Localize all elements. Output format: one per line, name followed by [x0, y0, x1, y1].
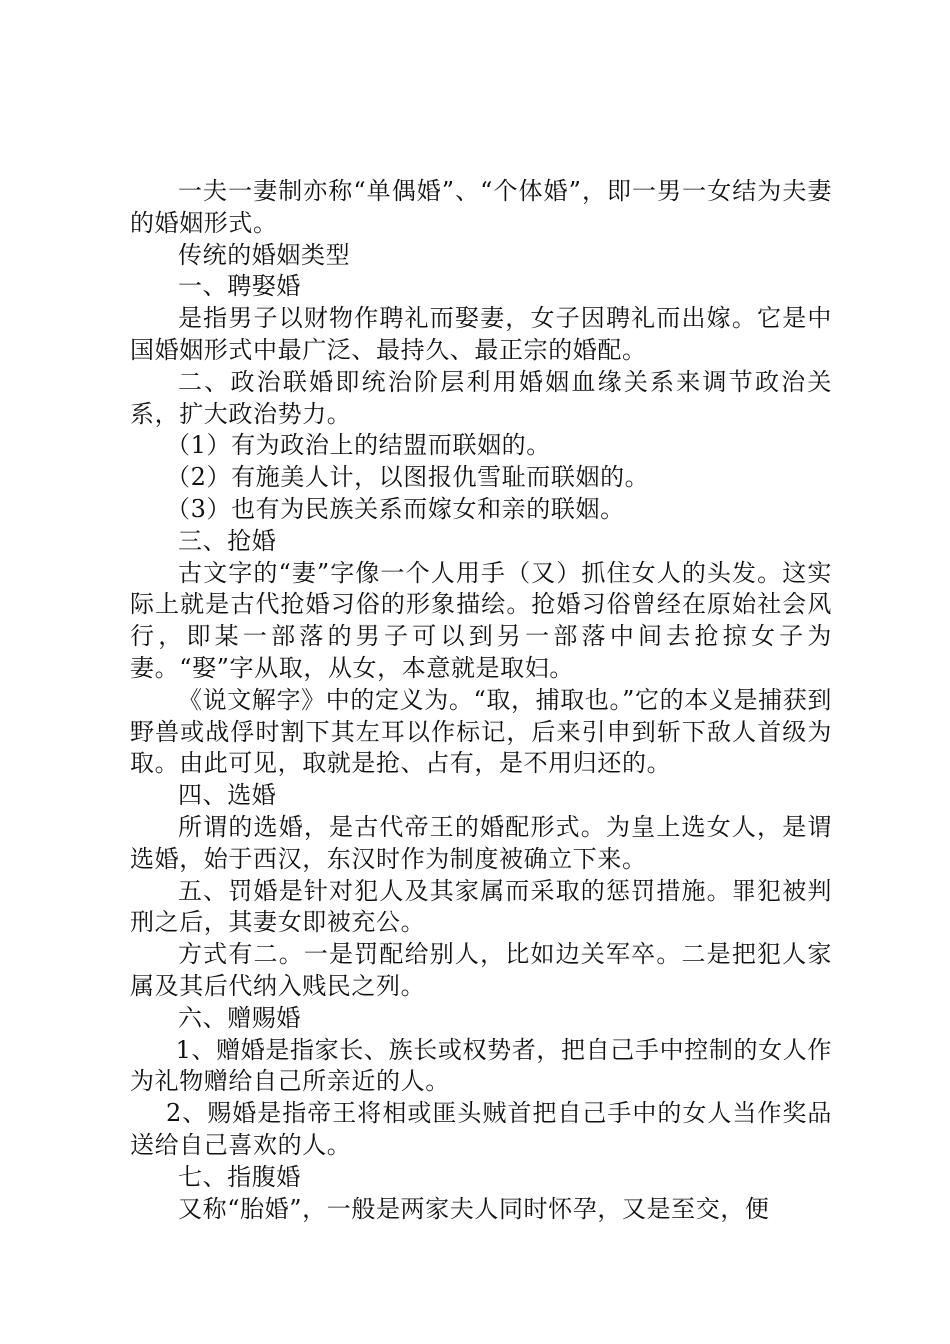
section-heading-4: 四、选婚	[178, 781, 277, 810]
list-item-gift-marriage: 1、赠婚是指家长、族长或权势者，把自己手中控制的女人作为礼物赠给自己所亲近的人。	[130, 1035, 832, 1096]
section-heading-1: 一、聘娶婚	[178, 272, 301, 301]
document-page	[130, 176, 832, 1225]
paragraph-shuowen: 《说文解字》中的定义为。“取，捕取也。”它的本义是捕获到野兽或战俘时割下其左耳以作标记，后来引申到斩下敌人首级为取。由此可见，取就是抢、占有，是不用归还的。	[130, 685, 832, 778]
paragraph-heading-traditional-types: 传统的婚姻类型	[178, 240, 351, 269]
paragraph-selection-marriage: 所谓的选婚，是古代帝王的婚配形式。为皇上选女人，是谓选婚，始于西汉，东汉时作为制度被确立下来。	[130, 812, 832, 873]
list-item-political-1: （1）有为政治上的结盟而联姻的。	[166, 431, 551, 460]
paragraph-punitive-methods: 方式有二。一是罚配给别人，比如边关军卒。二是把犯人家属及其后代纳入贱民之列。	[130, 940, 832, 1000]
paragraph-bride-capture: 古文字的“妻”字像一个人用手（又）抓住女人的头发。这实际上就是古代抢婚习俗的形象描绘。抢婚习俗曾经在原始社会风行，即某一部落的男子可以到另一部落中间去抢掠女子为妻。“娶”字从取，从女，本意就是取妇。	[130, 558, 832, 682]
paragraph-betrothal: 是指男子以财物作聘礼而娶妻，女子因聘礼而出嫁。它是中国婚姻形式中最广泛、最持久、最正宗的婚配。	[130, 304, 832, 364]
paragraph-punitive-marriage: 五、罚婚是针对犯人及其家属而采取的惩罚措施。罪犯被判刑之后，其妻女即被充公。	[130, 876, 832, 937]
list-item-granted-marriage: 2、赐婚是指帝王将相或匪头贼首把自己手中的女人当作奖品送给自己喜欢的人。	[130, 1099, 832, 1159]
paragraph-monogamy: 一夫一妻制亦称“单偶婚”、“个体婚”，即一男一女结为夫妻的婚姻形式。	[130, 177, 832, 237]
paragraph-political-marriage: 二、政治联婚即统治阶层利用婚姻血缘关系来调节政治关系，扩大政治势力。	[130, 367, 832, 428]
section-heading-7: 七、指腹婚	[178, 1162, 301, 1191]
section-heading-6: 六、赠赐婚	[178, 1003, 301, 1032]
section-heading-3: 三、抢婚	[178, 526, 277, 555]
paragraph-prenatal-betrothal: 又称“胎婚”，一般是两家夫人同时怀孕，又是至交，便	[178, 1194, 770, 1223]
list-item-political-2: （2）有施美人计，以图报仇雪耻而联姻的。	[166, 463, 650, 492]
list-item-political-3: （3）也有为民族关系而嫁女和亲的联姻。	[166, 494, 625, 523]
